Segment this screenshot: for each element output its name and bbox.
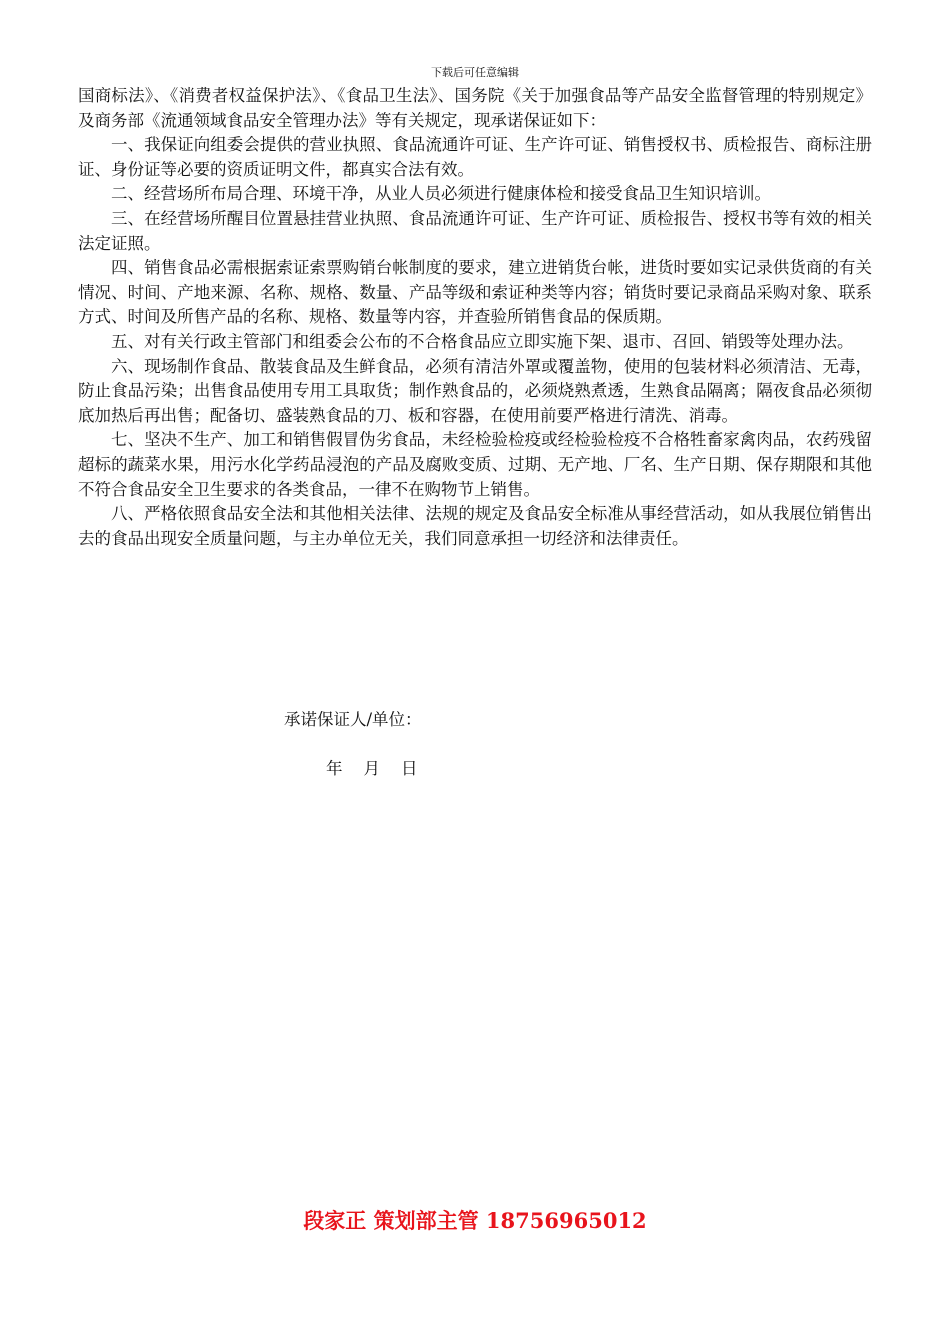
signature-label: 承诺保证人/单位： — [284, 710, 422, 729]
header-note: 下载后可任意编辑 — [431, 66, 519, 79]
clause-5: 五、对有关行政主管部门和组委会公布的不合格食品应立即实施下架、退市、召回、销毁等处理办法。 — [111, 331, 854, 351]
clause-2: 二、经营场所布局合理、环境干净，从业人员必须进行健康体检和接受食品卫生知识培训。 — [111, 184, 771, 204]
clause-4: 四、销售食品必需根据索证索票购销台帐制度的要求，建立进销货台帐，进货时要如实记录供货商的有关情况、时间、产地来源、名称、规格、数量、产品等级和索证种类等内容；销货时要记录商品采购对象、联系方式、时间及所售产品的名称、规格、数量等内容，并查验所销售食品的保质期。 — [78, 258, 872, 327]
footer-contact: 段家正 策划部主管 18756965012 — [303, 1208, 647, 1233]
intro-paragraph: 国商标法》、《消费者权益保护法》、《食品卫生法》、国务院《关于加强食品等产品安全监督管理的特别规定》及商务部《流通领域食品安全管理办法》等有关规定，现承诺保证如下： — [78, 86, 872, 130]
document-body — [78, 84, 872, 551]
clause-3: 三、在经营场所醒目位置悬挂营业执照、食品流通许可证、生产许可证、质检报告、授权书等有效的相关法定证照。 — [78, 208, 872, 253]
clause-7: 七、坚决不生产、加工和销售假冒伪劣食品，未经检验检疫或经检验检疫不合格牲畜家禽肉品，农药残留超标的蔬菜水果，用污水化学药品浸泡的产品及腐败变质、过期、无产地、厂名、生产日期、保存期限和其他不符合食品安全卫生要求的各类食品，一律不在购物节上销售。 — [78, 430, 872, 499]
date-line: 年 月 日 — [326, 759, 418, 778]
clause-1: 一、我保证向组委会提供的营业执照、食品流通许可证、生产许可证、销售授权书、质检报告、商标注册证、身份证等必要的资质证明文件，都真实合法有效。 — [78, 135, 872, 179]
clause-8: 八、严格依照食品安全法和其他相关法律、法规的规定及食品安全标准从事经营活动，如从我展位销售出去的食品出现安全质量问题，与主办单位无关，我们同意承担一切经济和法律责任。 — [78, 504, 872, 548]
clause-6: 六、现场制作食品、散装食品及生鲜食品，必须有清洁外罩或覆盖物，使用的包装材料必须清洁、无毒，防止食品污染；出售食品使用专用工具取货；制作熟食品的，必须烧熟煮透，生熟食品隔离；隔夜食品必须彻底加热后再出售；配备切、盛装熟食品的刀、板和容器，在使用前要严格进行清洗、消毒。 — [78, 356, 872, 425]
